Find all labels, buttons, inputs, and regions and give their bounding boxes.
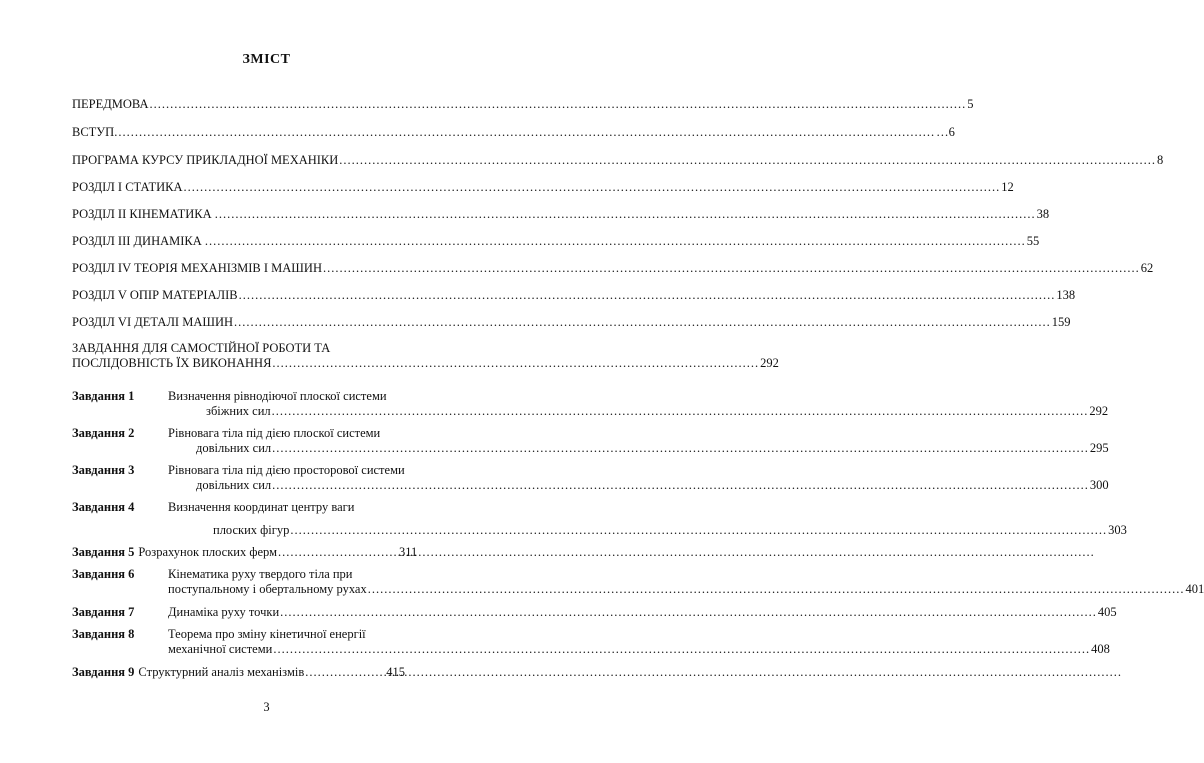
dot-leader xyxy=(184,180,1001,195)
task-title-cont: поступальному і обертальному рухах xyxy=(168,582,367,596)
page-number: 3 xyxy=(263,700,270,714)
dot-leader xyxy=(339,153,1156,168)
task-entry xyxy=(72,426,1109,456)
task-title: Динаміка руху точки xyxy=(168,605,280,619)
toc-entry-label: РОЗДІЛ V ОПІР МАТЕРІАЛІВ xyxy=(72,288,238,302)
task-page: 405 xyxy=(1097,605,1117,619)
task-title: Теорема про зміну кінетичної енергії xyxy=(168,627,366,641)
dot-leader xyxy=(150,97,967,112)
task-entry xyxy=(72,605,1117,620)
toc-entry xyxy=(72,288,1076,303)
dot-leader xyxy=(118,125,935,140)
task-page: 415 xyxy=(386,665,405,679)
toc-entry-page: 62 xyxy=(1140,261,1154,275)
task-entry xyxy=(72,463,1109,493)
task-page: 292 xyxy=(1089,404,1109,418)
toc-entry-label: РОЗДІЛ VI ДЕТАЛІ МАШИН xyxy=(72,315,234,329)
task-entry xyxy=(72,567,1204,597)
toc-entry xyxy=(72,261,1154,276)
toc-entry-line xyxy=(72,356,779,371)
toc-entry-label: ПРОГРАМА КУРСУ ПРИКЛАДНОЇ МЕХАНІКИ xyxy=(72,153,339,167)
dot-leader xyxy=(278,545,398,560)
dot-leader xyxy=(234,315,1051,330)
task-page: 401 xyxy=(1185,582,1204,596)
task-title-cont: механічної системи xyxy=(168,642,273,656)
toc-entry-independent-work xyxy=(72,341,779,371)
dot-leader xyxy=(280,605,1097,620)
toc-entry xyxy=(72,153,1164,168)
toc-entry-label: РОЗДІЛ IV ТЕОРІЯ МЕХАНІЗМІВ І МАШИН xyxy=(72,261,322,275)
toc-entry xyxy=(72,207,1050,222)
task-name: Завдання 4 xyxy=(72,500,135,514)
dot-leader: ...................................................................................................................... xyxy=(272,356,760,370)
task-name: Завдання 2 xyxy=(72,426,135,440)
toc-entry-page: 8 xyxy=(1157,153,1164,167)
dot-leader xyxy=(305,665,385,680)
toc-entry-page: 292 xyxy=(760,356,779,370)
toc-entry-page: …6 xyxy=(936,125,955,139)
task-entry xyxy=(72,627,1110,657)
task-name: Завдання 7 xyxy=(72,605,135,619)
dot-leader xyxy=(368,582,1185,597)
toc-entry-label: ВСТУП. xyxy=(72,125,118,139)
toc-entry-label: ПОСЛІДОВНІСТЬ ЇХ ВИКОНАННЯ xyxy=(72,356,272,370)
toc-entry-page: 5 xyxy=(967,97,974,111)
toc-entry-label: РОЗДІЛ ІІІ ДИНАМІКА . xyxy=(72,234,209,248)
task-title-cont: довільних сил xyxy=(196,441,272,455)
toc-entry-label: РОЗДІЛ І СТАТИКА xyxy=(72,180,183,194)
toc-entry-page: 138 xyxy=(1056,288,1076,302)
task-title: Визначення координат центру ваги xyxy=(168,500,355,514)
task-page: 303 xyxy=(1108,523,1127,537)
task-page: 311 xyxy=(399,545,418,559)
toc-entry-page: 159 xyxy=(1051,315,1071,329)
toc-entry xyxy=(72,97,974,112)
task-entry xyxy=(72,545,458,560)
task-title: Визначення рівнодіючої плоскої системи xyxy=(168,389,387,403)
dot-leader xyxy=(323,261,1140,276)
task-title: Кінематика руху твердого тіла при xyxy=(168,567,353,581)
toc-entry-page: 38 xyxy=(1036,207,1050,221)
task-title: Розрахунок плоских ферм xyxy=(138,545,277,559)
task-entry xyxy=(72,500,1127,538)
toc-entry xyxy=(72,180,1014,195)
toc-entry-label: РОЗДІЛ ІІ КІНЕМАТИКА . xyxy=(72,207,218,221)
dot-leader xyxy=(290,523,1107,538)
dot-leader xyxy=(239,288,1056,303)
task-name: Завдання 5 xyxy=(72,545,135,559)
task-name: Завдання 1 xyxy=(72,389,135,403)
dot-leader xyxy=(272,441,1089,456)
dot-leader xyxy=(272,404,1089,419)
toc-entry-page: 55 xyxy=(1026,234,1040,248)
dot-leader xyxy=(209,234,1026,249)
task-page: 408 xyxy=(1091,642,1110,656)
task-page: 295 xyxy=(1089,441,1109,455)
task-name: Завдання 3 xyxy=(72,463,135,477)
toc-title: ЗМІСТ xyxy=(242,52,291,67)
toc-entry-label: ПЕРЕДМОВА xyxy=(72,97,149,111)
task-name: Завдання 9 xyxy=(72,665,135,679)
toc-entry-label: ЗАВДАННЯ ДЛЯ САМОСТІЙНОЇ РОБОТИ ТА xyxy=(72,341,331,355)
toc-entry xyxy=(72,315,1071,330)
toc-entry xyxy=(72,234,1040,249)
dot-leader xyxy=(272,478,1089,493)
task-title: Рівновага тіла під дією просторової системи xyxy=(168,463,405,477)
task-title: Рівновага тіла під дією плоскої системи xyxy=(168,426,381,440)
toc-entry-page: 12 xyxy=(1001,180,1014,194)
task-title-cont: збіжних сил xyxy=(206,404,271,418)
task-title: Структурний аналіз механізмів xyxy=(138,665,305,679)
task-entry xyxy=(72,665,458,680)
task-name: Завдання 8 xyxy=(72,627,135,641)
task-title-cont: плоских фігур xyxy=(213,523,290,537)
task-title-cont: довільних сил xyxy=(196,478,272,492)
toc-entry xyxy=(72,125,955,140)
task-entry xyxy=(72,389,1109,419)
task-page: 300 xyxy=(1089,478,1109,492)
dot-leader xyxy=(273,642,1090,657)
task-name: Завдання 6 xyxy=(72,567,135,581)
dot-leader xyxy=(219,207,1036,222)
